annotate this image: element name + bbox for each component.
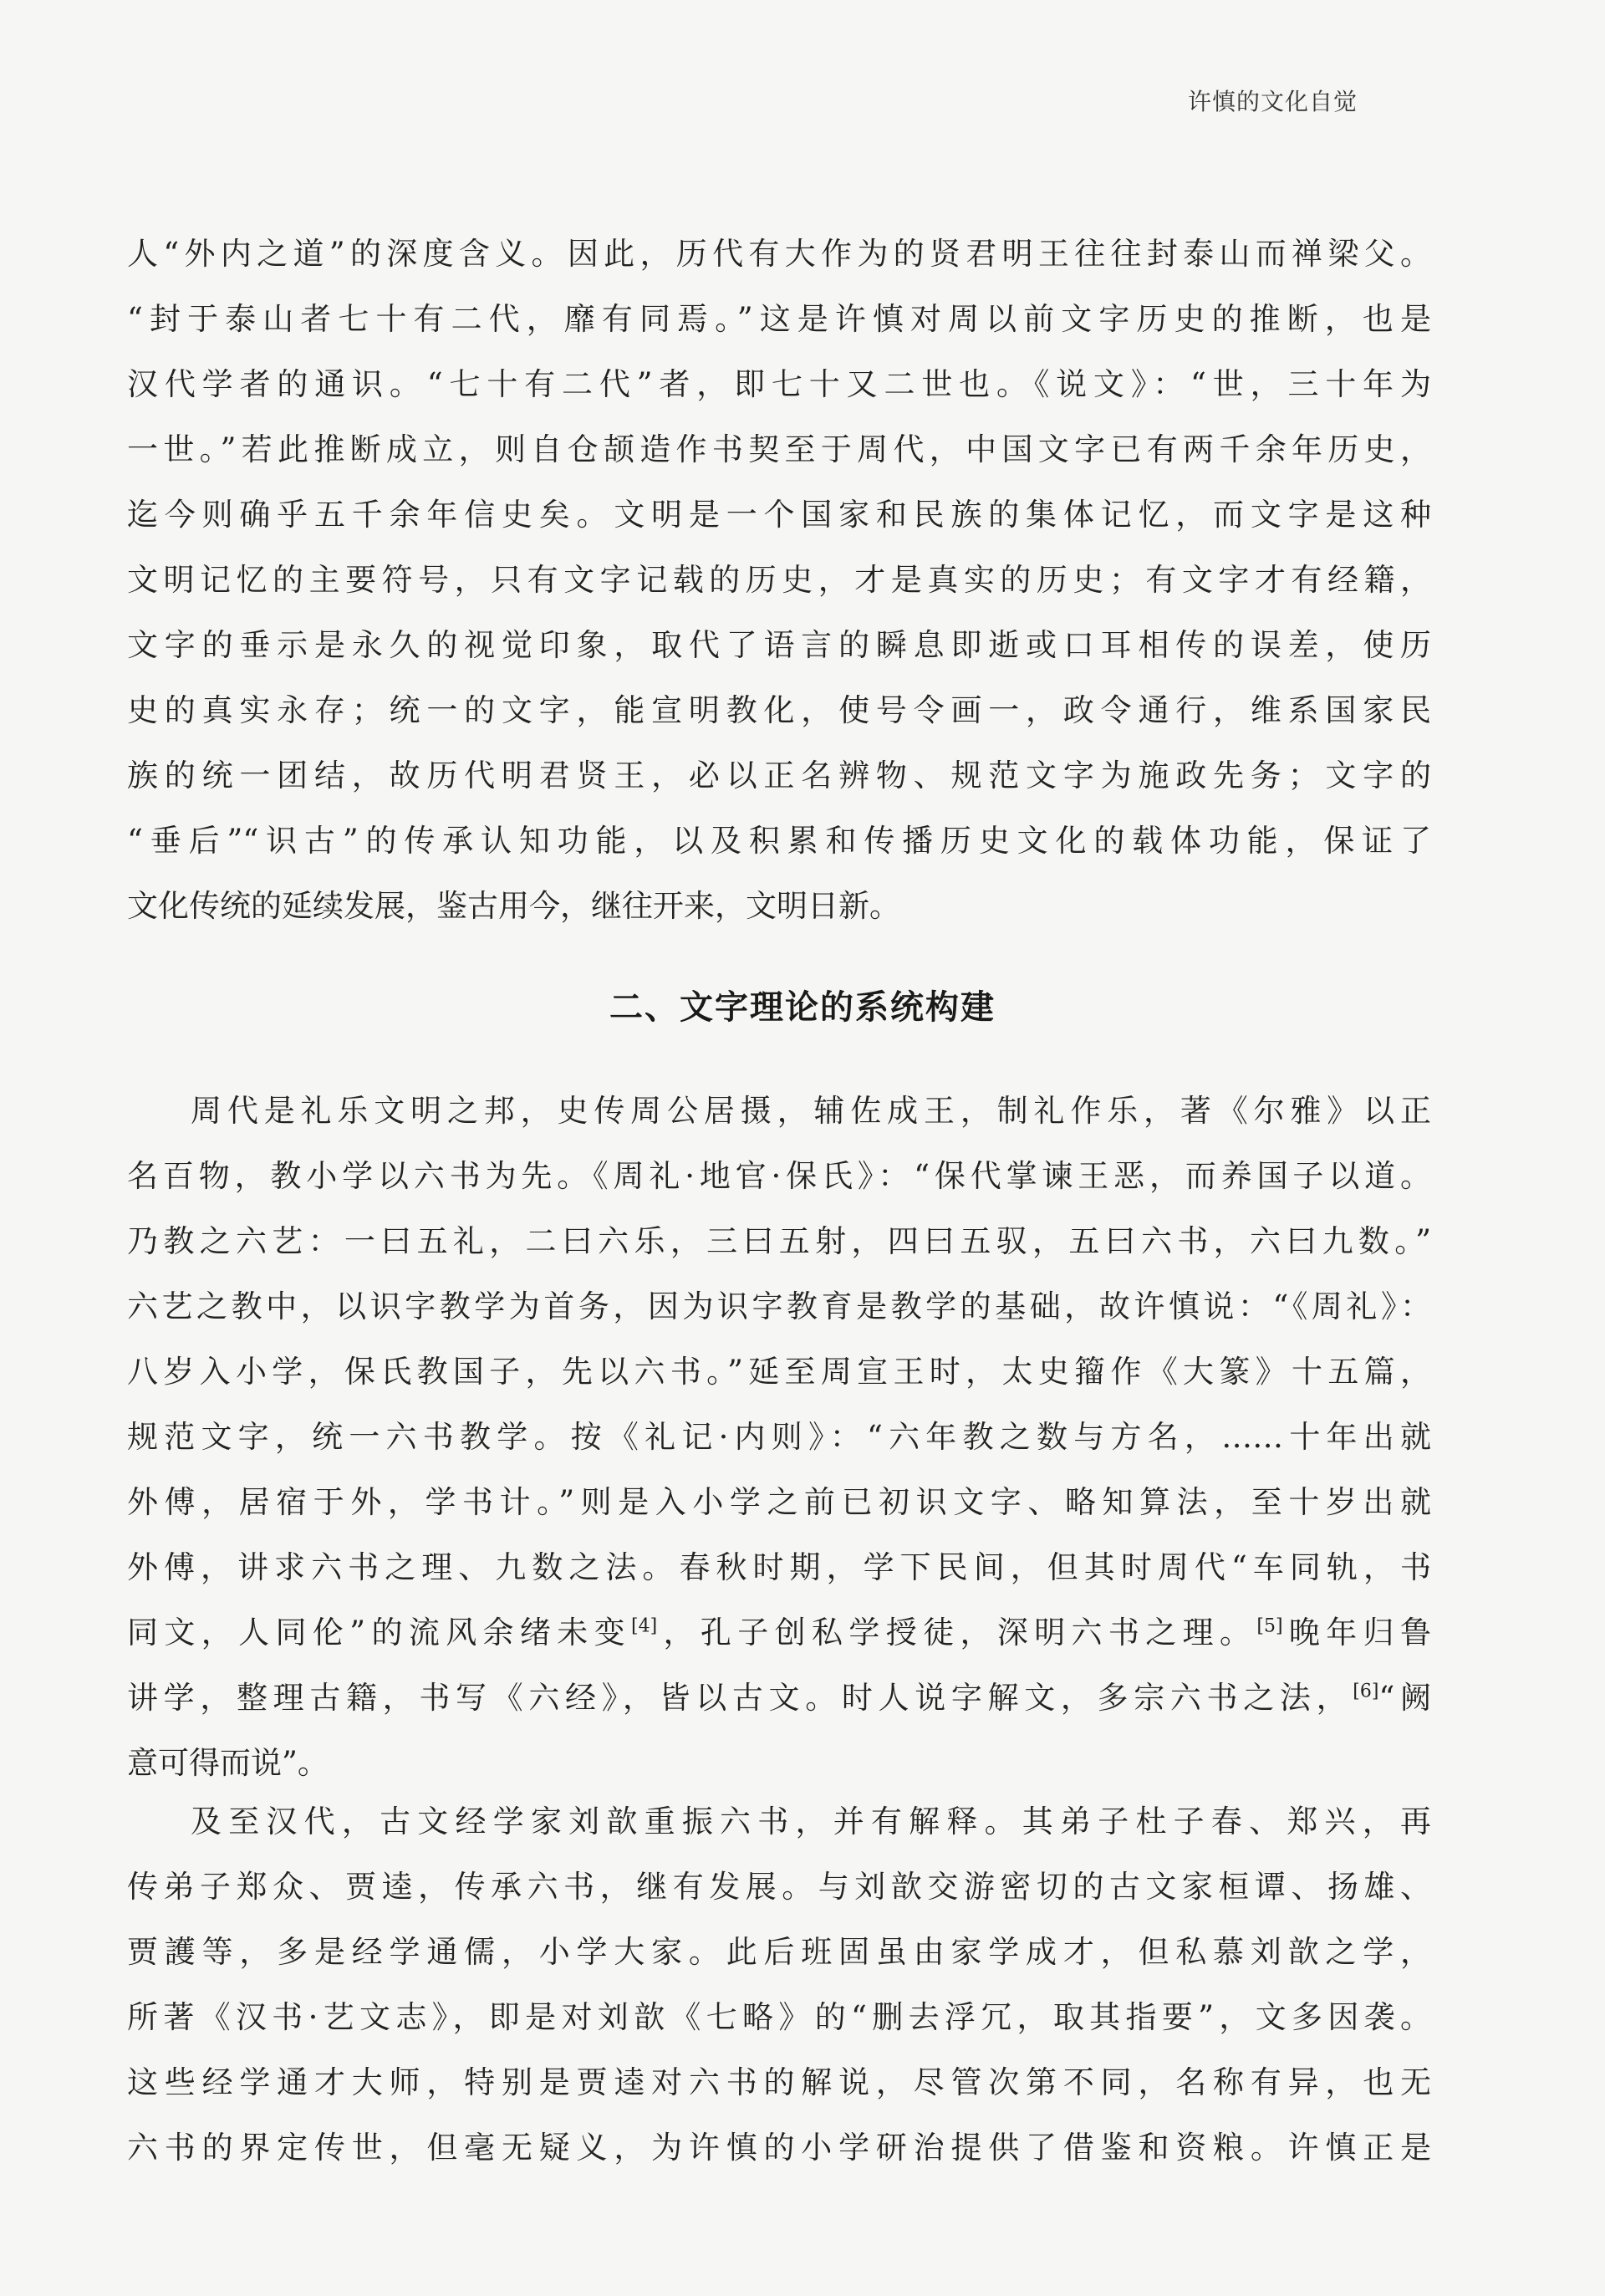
text-line: 文字的垂示是永久的视觉印象，取代了语言的瞬息即逝或口耳相传的误差，使历 <box>127 627 1431 663</box>
text-line: 传弟子郑众、贾逵，传承六书，继有发展。与刘歆交游密切的古文家桓谭、扬雄、 <box>127 1869 1431 1905</box>
text-line: 及至汉代，古文经学家刘歆重振六书，并有解释。其弟子杜子春、郑兴，再 <box>191 1804 1431 1839</box>
text-line: 所著《汉书·艺文志》，即是对刘歆《七略》的“删去浮冗，取其指要”，文多因袭。 <box>127 1999 1431 2035</box>
paragraph-1 <box>127 222 1431 939</box>
text-line <box>127 1600 1431 1666</box>
text-span: ，孔子创私学授徒，深明六书之理。 <box>657 1615 1257 1651</box>
text-span: 晚年归鲁 <box>1282 1615 1431 1651</box>
text-line: 文化传统的延续发展，鉴古用今，继往开来，文明日新。 <box>127 888 900 924</box>
text-line: “垂后”“识古”的传承认知功能，以及积累和传播历史文化的载体功能，保证了 <box>127 823 1431 859</box>
text-line: 外傅，讲求六书之理、九数之法。春秋时期，学下民间，但其时周代“车同轨，书 <box>127 1549 1431 1585</box>
text-line: “封于泰山者七十有二代，靡有同焉。”这是许慎对周以前文字历史的推断，也是 <box>127 301 1431 337</box>
text-line: 这些经学通才大师，特别是贾逵对六书的解说，尽管次第不同，名称有异，也无 <box>127 2064 1431 2100</box>
text-line: 汉代学者的通识。“七十有二代”者，即七十又二世也。《说文》：“世，三十年为 <box>127 366 1431 402</box>
text-line: 族的统一团结，故历代明君贤王，必以正名辨物、规范文字为施政先务；文字的 <box>127 758 1431 793</box>
text-line: 六书的界定传世，但毫无疑义，为许慎的小学研治提供了借鉴和资粮。许慎正是 <box>127 2130 1431 2166</box>
footnote-ref-4[interactable]: [4] <box>631 1615 658 1637</box>
text-line: 外傅，居宿于外，学书计。”则是入小学之前已初识文字、略知算法，至十岁出就 <box>127 1484 1431 1520</box>
text-line: 一世。”若此推断成立，则自仓颉造作书契至于周代，中国文字已有两千余年历史， <box>127 431 1431 467</box>
paragraph-2 <box>127 1079 1431 1796</box>
text-span: 讲学，整理古籍，书写《六经》，皆以古文。时人说字解文，多宗六书之法， <box>127 1680 1353 1716</box>
text-line: 迄今则确乎五千余年信史矣。文明是一个国家和民族的集体记忆，而文字是这种 <box>127 497 1431 533</box>
footnote-ref-6[interactable]: [6] <box>1353 1681 1379 1702</box>
text-span: 同文，人同伦”的流风余绪未变 <box>127 1615 632 1651</box>
footnote-ref-5[interactable]: [5] <box>1256 1615 1283 1637</box>
text-line: 乃教之六艺：一曰五礼，二曰六乐，三曰五射，四曰五驭，五曰六书，六曰九数。” <box>127 1223 1431 1259</box>
text-span: “阙 <box>1378 1680 1431 1716</box>
text-line: 文明记忆的主要符号，只有文字记载的历史，才是真实的历史；有文字才有经籍， <box>127 562 1431 598</box>
running-header: 许慎的文化自觉 <box>1187 88 1358 115</box>
text-line: 贾護等，多是经学通儒，小学大家。此后班固虽由家学成才，但私慕刘歆之学， <box>127 1934 1431 1970</box>
section-heading: 二、文字理论的系统构建 <box>609 988 996 1027</box>
text-line: 规范文字，统一六书教学。按《礼记·内则》：“六年教之数与方名，……十年出就 <box>127 1419 1431 1455</box>
text-line: 六艺之教中，以识字教学为首务，因为识字教育是教学的基础，故许慎说：“《周礼》： <box>127 1288 1431 1324</box>
text-line: 史的真实永存；统一的文字，能宣明教化，使号令画一，政令通行，维系国家民 <box>127 692 1431 728</box>
text-line <box>127 1666 1431 1731</box>
text-line: 意可得而说”。 <box>127 1745 329 1781</box>
text-line: 名百物，教小学以六书为先。《周礼·地官·保氏》：“保代掌谏王恶，而养国子以道。 <box>127 1158 1431 1194</box>
text-line: 周代是礼乐文明之邦，史传周公居摄，辅佐成王，制礼作乐，著《尔雅》以正 <box>191 1093 1431 1129</box>
text-line: 人“外内之道”的深度含义。因此，历代有大作为的贤君明王往往封泰山而禅梁父。 <box>127 236 1431 272</box>
text-line: 八岁入小学，保氏教国子，先以六书。”延至周宣王时，太史籀作《大篆》十五篇， <box>127 1354 1431 1390</box>
paragraph-3 <box>127 1789 1431 2181</box>
